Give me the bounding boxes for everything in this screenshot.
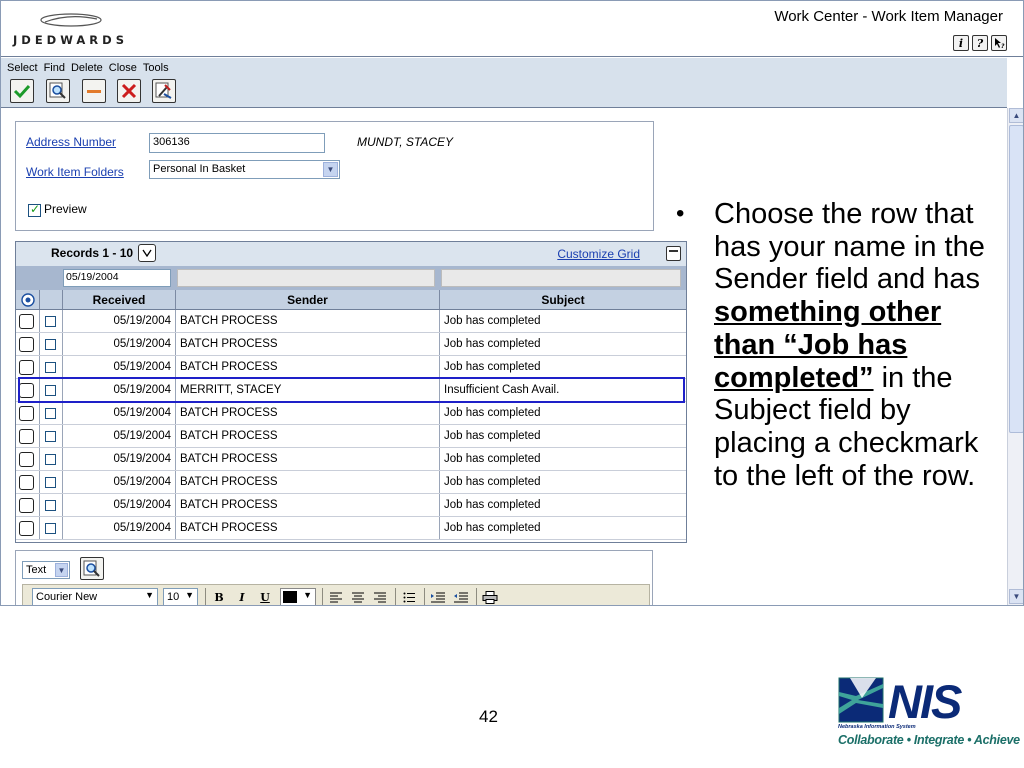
text-editor — [15, 550, 653, 606]
sender-cell[interactable]: BATCH PROCESS — [176, 517, 440, 539]
subject-cell[interactable]: Insufficient Cash Avail. — [444, 384, 560, 396]
text-color-picker[interactable] — [280, 588, 316, 606]
app-title: Work Center - Work Item Manager — [774, 8, 1003, 25]
subject-cell[interactable]: Job has completed — [444, 315, 541, 327]
row-select-cell — [16, 333, 40, 355]
indent-icon[interactable] — [429, 589, 447, 605]
info-icon[interactable]: i — [953, 35, 969, 51]
work-item-folders-value: Personal In Basket — [153, 163, 246, 175]
vertical-scrollbar[interactable] — [1007, 108, 1024, 605]
find-icon — [49, 82, 67, 100]
row-checkbox[interactable] — [45, 454, 56, 465]
received-cell[interactable]: 05/19/2004 — [63, 494, 176, 516]
title-icons — [953, 35, 1007, 51]
row-checkbox[interactable] — [45, 362, 56, 373]
sender-cell[interactable]: BATCH PROCESS — [176, 425, 440, 447]
separator — [205, 588, 206, 606]
row-select-radio[interactable] — [19, 521, 34, 536]
row-select-cell — [16, 471, 40, 493]
received-cell[interactable]: 05/19/2004 — [63, 471, 176, 493]
row-select-cell — [16, 448, 40, 470]
row-select-cell — [16, 517, 40, 539]
jdedwards-logo — [13, 11, 143, 51]
italic-button[interactable]: I — [239, 590, 245, 604]
row-select-radio[interactable] — [19, 337, 34, 352]
row-select-radio[interactable] — [19, 314, 34, 329]
subject-cell[interactable]: Job has completed — [444, 453, 541, 465]
row-select-cell — [16, 494, 40, 516]
svg-text:?: ? — [1001, 43, 1005, 49]
tools-label[interactable]: Tools — [142, 62, 169, 74]
received-cell[interactable]: 05/19/2004 — [63, 448, 176, 470]
records-label: Records 1 - 10 — [51, 246, 134, 260]
tools-icon — [155, 82, 173, 100]
select-button[interactable] — [10, 79, 34, 103]
row-checkbox-cell — [40, 379, 63, 401]
sender-cell[interactable]: BATCH PROCESS — [176, 333, 440, 355]
preview-label: Preview — [44, 202, 87, 216]
nis-logo-text: NIS — [888, 675, 961, 728]
row-select-cell — [16, 379, 40, 401]
page-number: 42 — [479, 707, 498, 726]
close-icon — [120, 82, 138, 100]
filter-row — [16, 266, 686, 290]
row-select-radio[interactable] — [19, 498, 34, 513]
row-checkbox-cell — [40, 356, 63, 378]
table-row[interactable] — [16, 379, 686, 402]
received-cell[interactable]: 05/19/2004 — [63, 333, 176, 355]
help-icon[interactable]: ? — [972, 35, 988, 51]
table-row[interactable] — [16, 448, 686, 471]
received-cell[interactable]: 05/19/2004 — [63, 356, 176, 378]
bullet-list-icon[interactable] — [400, 589, 418, 605]
row-checkbox[interactable] — [45, 408, 56, 419]
table-row[interactable] — [16, 494, 686, 517]
subject-cell[interactable]: Job has completed — [444, 338, 541, 350]
row-checkbox[interactable] — [45, 431, 56, 442]
separator — [424, 588, 425, 606]
row-checkbox-cell — [40, 471, 63, 493]
row-checkbox-cell — [40, 494, 63, 516]
sender-cell[interactable]: BATCH PROCESS — [176, 356, 440, 378]
received-cell[interactable]: 05/19/2004 — [63, 517, 176, 539]
find-icon — [83, 560, 101, 578]
editor-mode-select[interactable] — [22, 561, 70, 579]
subject-cell[interactable]: Job has completed — [444, 499, 541, 511]
collapse-grid-icon[interactable] — [666, 246, 681, 261]
preview-find-button[interactable] — [80, 557, 104, 580]
sender-cell[interactable]: BATCH PROCESS — [176, 448, 440, 470]
row-checkbox-cell — [40, 517, 63, 539]
table-row[interactable] — [16, 471, 686, 494]
sender-cell[interactable]: BATCH PROCESS — [176, 494, 440, 516]
address-name: MUNDT, STACEY — [357, 135, 454, 149]
delete-label[interactable]: Delete — [70, 62, 103, 74]
table-row[interactable] — [16, 356, 686, 379]
font-size-value: 10 — [167, 591, 180, 603]
row-select-cell — [16, 402, 40, 424]
table-row[interactable] — [16, 517, 686, 540]
font-select[interactable] — [32, 588, 158, 606]
nis-subtitle: Nebraska Information System — [838, 724, 916, 730]
row-checkbox-cell — [40, 448, 63, 470]
received-cell[interactable]: 05/19/2004 — [63, 402, 176, 424]
instruction-text-end: in the Subject field by placing a checkmark to the left of the row. — [714, 361, 979, 492]
grid-options-icon — [21, 293, 35, 307]
subject-cell[interactable]: Job has completed — [444, 476, 541, 488]
received-cell[interactable]: 05/19/2004 — [63, 310, 176, 332]
row-select-radio[interactable] — [19, 452, 34, 467]
instruction-emphasis: something other than “Job has completed” — [714, 296, 942, 394]
find-label[interactable]: Find — [43, 62, 65, 74]
table-row[interactable] — [16, 402, 686, 425]
subject-cell[interactable]: Job has completed — [444, 430, 541, 442]
editor-format-toolbar — [22, 584, 650, 606]
row-checkbox[interactable] — [45, 316, 56, 327]
work-item-folders-link[interactable]: Work Item Folders — [26, 165, 124, 179]
records-chevron-icon[interactable] — [138, 244, 156, 262]
font-size-select[interactable] — [163, 588, 198, 606]
font-value: Courier New — [36, 591, 98, 603]
scroll-down-icon[interactable]: ▼ — [1009, 589, 1024, 604]
row-select-cell — [16, 310, 40, 332]
instruction-text — [714, 198, 1004, 492]
brand-name: JDEDWARDS — [13, 33, 128, 47]
outdent-icon[interactable] — [452, 589, 470, 605]
sender-cell[interactable]: MERRITT, STACEY — [176, 379, 440, 401]
separator — [476, 588, 477, 606]
select-label[interactable]: Select — [7, 62, 38, 74]
sender-cell[interactable]: BATCH PROCESS — [176, 310, 440, 332]
nis-tagline: Collaborate • Integrate • Achieve — [838, 733, 1020, 747]
customize-grid-link[interactable]: Customize Grid — [557, 247, 640, 261]
bold-button[interactable]: B — [214, 590, 224, 604]
row-checkbox[interactable] — [45, 500, 56, 511]
sender-filter-input[interactable] — [177, 269, 435, 287]
row-checkbox[interactable] — [45, 523, 56, 534]
row-select-radio[interactable] — [19, 383, 34, 398]
logo-swoosh-icon — [39, 11, 103, 29]
grid-header — [16, 242, 686, 266]
row-checkbox-cell — [40, 310, 63, 332]
received-cell[interactable]: 05/19/2004 — [63, 379, 176, 401]
table-row[interactable] — [16, 425, 686, 448]
search-form — [15, 121, 654, 231]
chevron-down-icon[interactable]: ▼ — [303, 590, 312, 600]
table-row[interactable] — [16, 310, 686, 333]
tools-button[interactable] — [152, 79, 176, 103]
row-select-cell — [16, 425, 40, 447]
received-cell[interactable]: 05/19/2004 — [63, 425, 176, 447]
checkmark-icon — [13, 82, 31, 100]
underline-button[interactable]: U — [260, 590, 270, 604]
received-filter-input[interactable]: 05/19/2004 — [63, 269, 171, 287]
received-column-head[interactable]: Received — [63, 290, 176, 309]
work-item-grid — [15, 241, 687, 543]
context-help-icon[interactable] — [991, 35, 1007, 51]
row-checkbox-cell — [40, 333, 63, 355]
row-select-cell — [16, 356, 40, 378]
close-label[interactable]: Close — [108, 62, 137, 74]
sender-column-head[interactable]: Sender — [176, 290, 440, 309]
row-checkbox[interactable] — [45, 339, 56, 350]
column-header-row — [16, 290, 686, 310]
subject-column-head[interactable]: Subject — [541, 292, 585, 307]
sender-cell[interactable]: BATCH PROCESS — [176, 471, 440, 493]
title-bar — [1, 1, 1024, 57]
toolbar — [1, 58, 1007, 108]
subject-cell[interactable]: Job has completed — [444, 361, 541, 373]
chevron-down-icon[interactable]: ▼ — [323, 162, 338, 177]
chevron-down-icon[interactable]: ▼ — [185, 590, 194, 600]
chevron-down-icon[interactable]: ▼ — [55, 563, 68, 577]
row-checkbox-cell — [40, 402, 63, 424]
separator — [322, 588, 323, 606]
table-row[interactable] — [16, 333, 686, 356]
delete-button[interactable] — [82, 79, 106, 103]
row-checkbox[interactable] — [45, 385, 56, 396]
chevron-down-icon[interactable]: ▼ — [145, 590, 154, 600]
subject-cell[interactable]: Job has completed — [444, 407, 541, 419]
align-left-icon[interactable] — [327, 589, 345, 605]
select-all-column[interactable] — [16, 290, 40, 309]
address-number-input[interactable]: 306136 — [149, 133, 325, 153]
address-number-link[interactable]: Address Number — [26, 135, 117, 149]
find-button[interactable] — [46, 79, 70, 103]
toolbar-labels — [7, 62, 169, 74]
row-select-radio[interactable] — [19, 360, 34, 375]
preview-checkbox[interactable] — [28, 204, 41, 217]
delete-icon — [85, 82, 103, 100]
align-right-icon[interactable] — [371, 589, 389, 605]
subject-cell[interactable]: Job has completed — [444, 522, 541, 534]
separator — [395, 588, 396, 606]
print-icon[interactable] — [481, 589, 499, 605]
row-select-radio[interactable] — [19, 429, 34, 444]
align-center-icon[interactable] — [349, 589, 367, 605]
row-select-radio[interactable] — [19, 406, 34, 421]
row-checkbox-cell — [40, 425, 63, 447]
instruction-text-start: Choose the row that has your name in the Sender field and has — [714, 198, 985, 296]
work-item-folders-select[interactable] — [149, 160, 340, 179]
editor-mode-value: Text — [26, 564, 47, 576]
checkbox-column-head — [40, 290, 63, 309]
scroll-up-icon[interactable]: ▲ — [1009, 108, 1024, 123]
row-checkbox[interactable] — [45, 477, 56, 488]
bullet-icon: • — [676, 200, 685, 227]
row-select-radio[interactable] — [19, 475, 34, 490]
subject-filter-input[interactable] — [441, 269, 681, 287]
scrollbar-thumb[interactable] — [1009, 125, 1024, 433]
sender-cell[interactable]: BATCH PROCESS — [176, 402, 440, 424]
close-button[interactable] — [117, 79, 141, 103]
